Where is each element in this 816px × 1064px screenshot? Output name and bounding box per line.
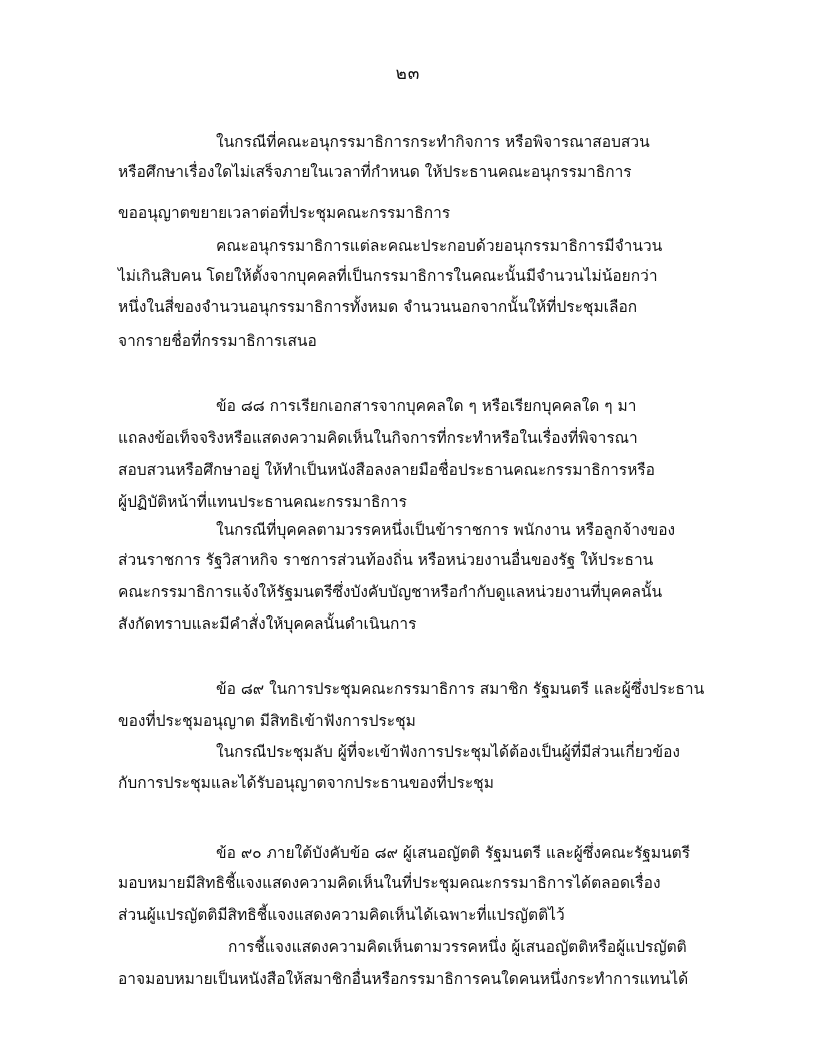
section-90-heading: ข้อ ๙๐ ภายใต้บังคับข้อ ๘๙ ผู้เสนอญัตติ รัฐมนตรี และผู้ซึ่งคณะรัฐมนตรี bbox=[216, 844, 691, 862]
paragraph-line: คณะอนุกรรมาธิการแต่ละคณะประกอบด้วยอนุกรรมาธิการมีจำนวน bbox=[216, 237, 663, 255]
paragraph-line: อาจมอบหมายเป็นหนังสือให้สมาชิกอื่นหรือกรรมาธิการคนใดคนหนึ่งกระทำการแทนได้ bbox=[118, 970, 689, 988]
paragraph-line: ของที่ประชุมอนุญาต มีสิทธิเข้าฟังการประชุม bbox=[118, 712, 416, 730]
paragraph-line: การชี้แจงแสดงความคิดเห็นตามวรรคหนึ่ง ผู้เสนอญัตติหรือผู้แปรญัตติ bbox=[228, 938, 687, 956]
paragraph-line: ไม่เกินสิบคน โดยให้ตั้งจากบุคคลที่เป็นกรรมาธิการในคณะนั้นมีจำนวนไม่น้อยกว่า bbox=[118, 267, 658, 285]
paragraph-line: ในกรณีที่บุคคลตามวรรคหนึ่งเป็นข้าราชการ พนักงาน หรือลูกจ้างของ bbox=[216, 521, 676, 539]
section-89-heading: ข้อ ๘๙ ในการประชุมคณะกรรมาธิการ สมาชิก รัฐมนตรี และผู้ซึ่งประธาน bbox=[216, 680, 705, 698]
paragraph-line: สอบสวนหรือศึกษาอยู่ ให้ทำเป็นหนังสือลงลายมือชื่อประธานคณะกรรมาธิการหรือ bbox=[118, 461, 655, 479]
paragraph-line: จากรายชื่อที่กรรมาธิการเสนอ bbox=[118, 332, 317, 350]
page-number: ๒๓ bbox=[395, 64, 421, 84]
paragraph-line: ผู้ปฏิบัติหน้าที่แทนประธานคณะกรรมาธิการ bbox=[118, 493, 407, 511]
paragraph-line: แถลงข้อเท็จจริงหรือแสดงความคิดเห็นในกิจการที่กระทำหรือในเรื่องที่พิจารณา bbox=[118, 429, 638, 447]
paragraph-line: ส่วนผู้แปรญัตติมีสิทธิชี้แจงแสดงความคิดเห็นได้เฉพาะที่แปรญัตติไว้ bbox=[118, 906, 565, 924]
section-88-heading: ข้อ ๘๘ การเรียกเอกสารจากบุคคลใด ๆ หรือเรียกบุคคลใด ๆ มา bbox=[216, 397, 637, 415]
paragraph-line: ในกรณีที่คณะอนุกรรมาธิการกระทำกิจการ หรือพิจารณาสอบสวน bbox=[216, 133, 650, 151]
paragraph-line: ส่วนราชการ รัฐวิสาหกิจ ราชการส่วนท้องถิ่น หรือหน่วยงานอื่นของรัฐ ให้ประธาน bbox=[118, 551, 654, 569]
paragraph-line: มอบหมายมีสิทธิชี้แจงแสดงความคิดเห็นในที่ประชุมคณะกรรมาธิการได้ตลอดเรื่อง bbox=[118, 874, 661, 892]
paragraph-line: ขออนุญาตขยายเวลาต่อที่ประชุมคณะกรรมาธิการ bbox=[118, 204, 451, 222]
paragraph-line: คณะกรรมาธิการแจ้งให้รัฐมนตรีซึ่งบังคับบัญชาหรือกำกับดูแลหน่วยงานที่บุคคลนั้น bbox=[118, 583, 663, 601]
paragraph-line: หนึ่งในสี่ของจำนวนอนุกรรมาธิการทั้งหมด จำนวนนอกจากนั้นให้ที่ประชุมเลือก bbox=[118, 298, 638, 316]
paragraph-line: กับการประชุมและได้รับอนุญาตจากประธานของที่ประชุม bbox=[118, 774, 494, 792]
paragraph-line: สังกัดทราบและมีคำสั่งให้บุคคลนั้นดำเนินการ bbox=[118, 615, 417, 633]
paragraph-line: ในกรณีประชุมลับ ผู้ที่จะเข้าฟังการประชุมได้ต้องเป็นผู้ที่มีส่วนเกี่ยวข้อง bbox=[216, 743, 680, 761]
paragraph-line: หรือศึกษาเรื่องใดไม่เสร็จภายในเวลาที่กำหนด ให้ประธานคณะอนุกรรมาธิการ bbox=[118, 163, 632, 181]
